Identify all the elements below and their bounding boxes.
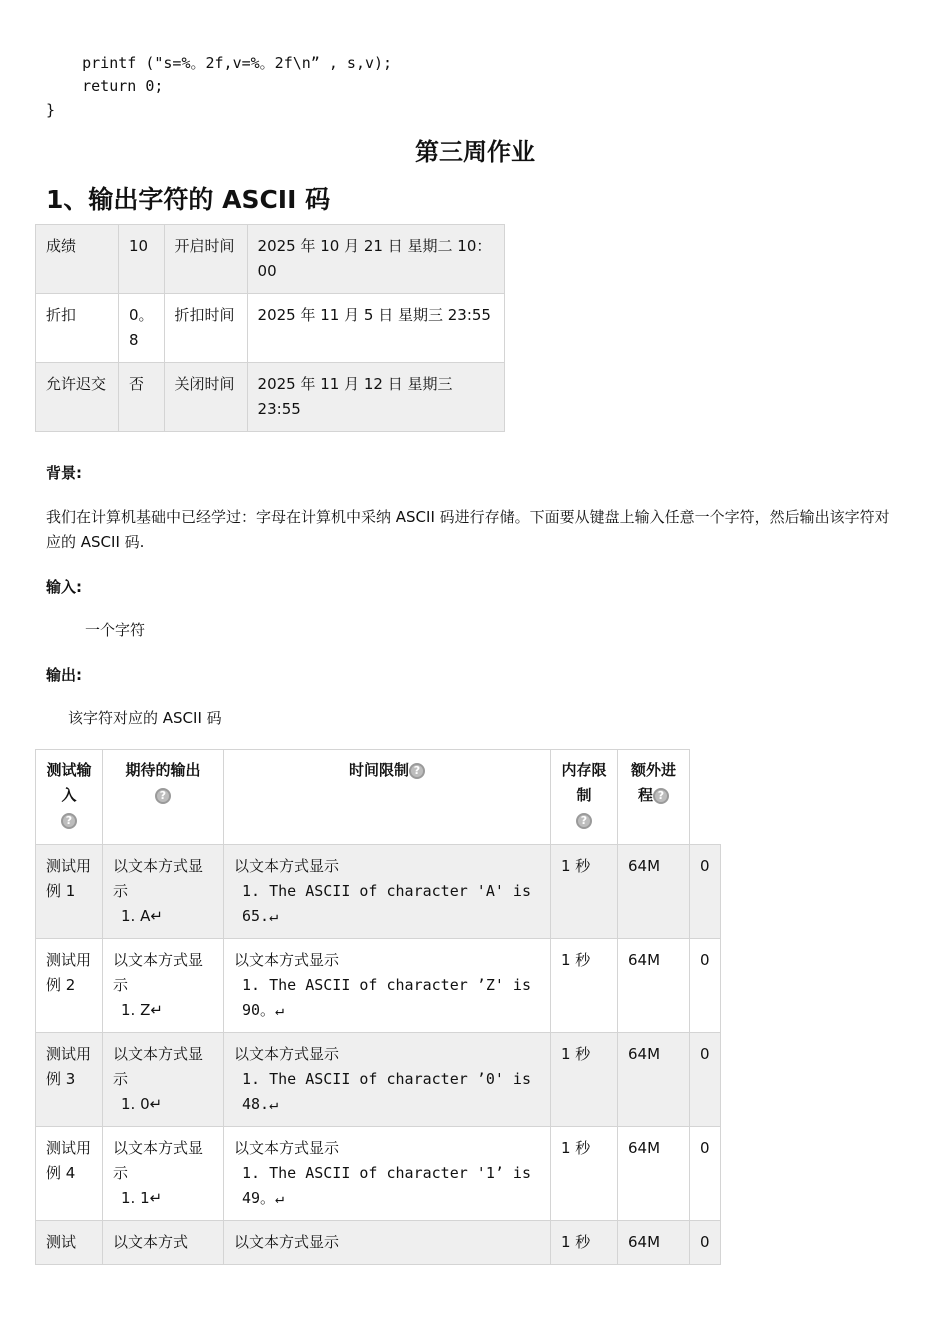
test-input: 以文本方式显示 1. A↵	[103, 845, 224, 939]
code-line: printf ("s=%。2f,v=%。2f\n” , s,v);	[46, 54, 393, 72]
memory-limit: 64M	[618, 1033, 690, 1127]
test-name: 测试用例 2	[36, 939, 103, 1033]
test-name: 测试用例 4	[36, 1127, 103, 1221]
test-output: 以文本方式显示 1. The ASCII of character ’0' is 48.↵	[224, 1033, 551, 1127]
output-item: 1. The ASCII of character '1’ is 49。↵	[242, 1164, 531, 1207]
table-row	[36, 845, 721, 939]
test-name: 测试用例 1	[36, 845, 103, 939]
input-text: 一个字符	[85, 621, 146, 639]
info-key: 折扣时间	[164, 294, 247, 363]
output-item: 1. The ASCII of character 'A' is 65.↵	[242, 882, 531, 925]
table-row	[36, 1033, 721, 1127]
code-line: return 0;	[46, 77, 164, 95]
info-row	[36, 363, 505, 432]
section-heading: 1、输出字符的 ASCII 码	[46, 185, 331, 214]
info-key: 折扣	[36, 294, 119, 363]
header-extra-process: 额外进程 ?	[618, 750, 690, 845]
test-cases-table	[35, 749, 721, 1265]
test-input: 以文本方式	[103, 1221, 224, 1265]
test-input: 以文本方式显示 1. 0↵	[103, 1033, 224, 1127]
input-item: 1. Z↵	[121, 1001, 163, 1019]
time-limit: 1 秒	[551, 939, 618, 1033]
extra-process: 0	[690, 1127, 721, 1221]
header-spacer	[690, 750, 721, 845]
info-key: 开启时间	[164, 225, 247, 294]
info-key: 允许迟交	[36, 363, 119, 432]
header-expected-output: 期待的输出 ?	[103, 750, 224, 845]
info-value: 2025 年 11 月 12 日 星期三 23:55	[247, 363, 504, 432]
table-row	[36, 939, 721, 1033]
info-row	[36, 294, 505, 363]
info-value: 2025 年 11 月 5 日 星期三 23:55	[247, 294, 504, 363]
test-name: 测试	[36, 1221, 103, 1265]
background-text: 我们在计算机基础中已经学过：字母在计算机中采纳 ASCII 码进行存储。下面要从键盘上输入任意一个字符，然后输出该字符对应的 ASCII 码.	[46, 508, 890, 551]
time-limit: 1 秒	[551, 845, 618, 939]
input-label: 输入:	[46, 578, 82, 596]
extra-process: 0	[690, 845, 721, 939]
info-value: 0。8	[119, 294, 165, 363]
header-test-input: 测试输入 ?	[36, 750, 103, 845]
help-icon[interactable]: ?	[61, 813, 77, 829]
test-name: 测试用例 3	[36, 1033, 103, 1127]
info-value: 10	[119, 225, 165, 294]
page-title: 第三周作业	[415, 138, 535, 166]
info-row	[36, 225, 505, 294]
table-header-row	[36, 750, 721, 845]
table-row	[36, 1127, 721, 1221]
test-output: 以文本方式显示 1. The ASCII of character 'A' is 65.↵	[224, 845, 551, 939]
test-input: 以文本方式显示 1. 1↵	[103, 1127, 224, 1221]
time-limit: 1 秒	[551, 1033, 618, 1127]
input-item: 1. 0↵	[121, 1095, 163, 1113]
memory-limit: 64M	[618, 1127, 690, 1221]
output-label: 输出:	[46, 666, 82, 684]
header-memory-limit: 内存限制 ?	[551, 750, 618, 845]
input-item: 1. 1↵	[121, 1189, 163, 1207]
help-icon[interactable]: ?	[576, 813, 592, 829]
help-icon[interactable]: ?	[409, 763, 425, 779]
info-key: 成绩	[36, 225, 119, 294]
extra-process: 0	[690, 1033, 721, 1127]
extra-process: 0	[690, 1221, 721, 1265]
input-item: 1. A↵	[121, 907, 163, 925]
test-output: 以文本方式显示 1. The ASCII of character '1’ is 49。↵	[224, 1127, 551, 1221]
output-item: 1. The ASCII of character ’Z' is 90。↵	[242, 976, 531, 1019]
test-output: 以文本方式显示	[224, 1221, 551, 1265]
code-line: }	[46, 101, 56, 119]
info-value: 2025 年 10 月 21 日 星期二 10：00	[247, 225, 504, 294]
output-text: 该字符对应的 ASCII 码	[68, 709, 222, 727]
test-output: 以文本方式显示 1. The ASCII of character ’Z' is 90。↵	[224, 939, 551, 1033]
time-limit: 1 秒	[551, 1221, 618, 1265]
test-input: 以文本方式显示 1. Z↵	[103, 939, 224, 1033]
memory-limit: 64M	[618, 1221, 690, 1265]
info-key: 关闭时间	[164, 363, 247, 432]
extra-process: 0	[690, 939, 721, 1033]
table-row	[36, 1221, 721, 1265]
assignment-info-table	[35, 224, 505, 432]
time-limit: 1 秒	[551, 1127, 618, 1221]
background-label: 背景:	[46, 464, 82, 482]
help-icon[interactable]: ?	[155, 788, 171, 804]
help-icon[interactable]: ?	[653, 788, 669, 804]
info-value: 否	[119, 363, 165, 432]
output-item: 1. The ASCII of character ’0' is 48.↵	[242, 1070, 531, 1113]
header-time-limit: 时间限制 ?	[224, 750, 551, 845]
memory-limit: 64M	[618, 939, 690, 1033]
memory-limit: 64M	[618, 845, 690, 939]
